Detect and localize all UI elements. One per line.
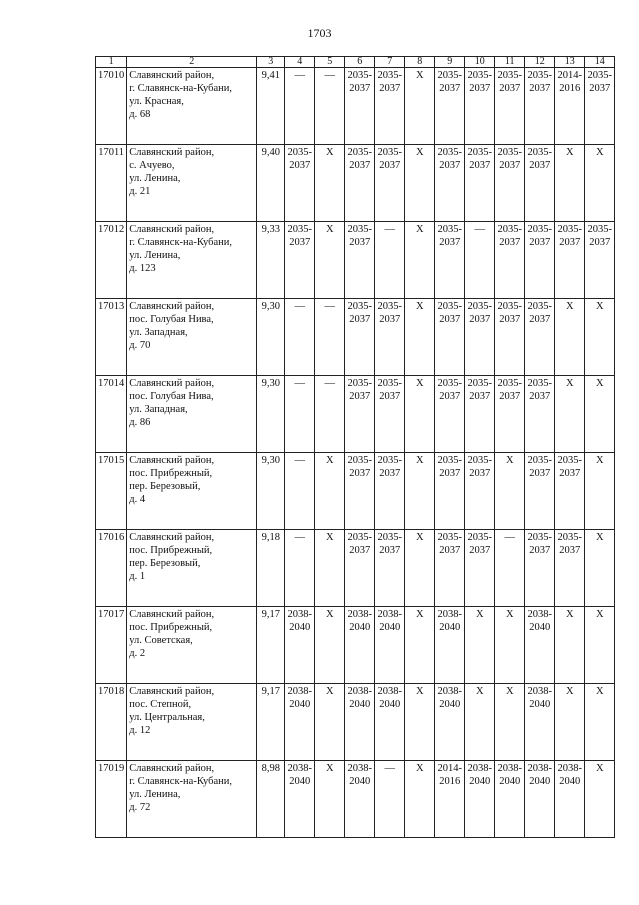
- period-cell: X: [495, 684, 525, 761]
- column-header: 3: [257, 57, 285, 68]
- period-cell: 2035- 2037: [525, 68, 555, 145]
- address-line: ул. Ленина,: [129, 173, 181, 184]
- period-cell: 2038- 2040: [525, 761, 555, 838]
- period-cell: 2035- 2037: [345, 68, 375, 145]
- period-cell: —: [285, 530, 315, 607]
- value-cell: 9,33: [257, 222, 285, 299]
- value-cell: 9,18: [257, 530, 285, 607]
- address-line: г. Славянск-на-Кубани,: [129, 237, 233, 248]
- period-cell: —: [315, 68, 345, 145]
- period-cell: 2035- 2037: [285, 145, 315, 222]
- period-cell: 2038- 2040: [525, 607, 555, 684]
- address-line: Славянский район,: [129, 532, 215, 543]
- value-cell: 9,30: [257, 453, 285, 530]
- address-line: пос. Голубая Нива,: [129, 314, 214, 325]
- period-cell: X: [585, 376, 615, 453]
- period-cell: 2035- 2037: [375, 530, 405, 607]
- period-cell: 2035- 2037: [525, 145, 555, 222]
- address-line: пос. Голубая Нива,: [129, 391, 214, 402]
- period-cell: X: [315, 684, 345, 761]
- period-cell: X: [555, 607, 585, 684]
- period-cell: 2035- 2037: [345, 222, 375, 299]
- period-cell: X: [405, 530, 435, 607]
- period-cell: X: [585, 684, 615, 761]
- column-header: 10: [465, 57, 495, 68]
- address-line: пер. Березовый,: [129, 481, 201, 492]
- period-cell: 2035- 2037: [495, 222, 525, 299]
- period-cell: X: [405, 376, 435, 453]
- row-id: 17014: [96, 376, 127, 453]
- period-cell: 2035- 2037: [465, 530, 495, 607]
- period-cell: 2035- 2037: [345, 530, 375, 607]
- period-cell: X: [555, 376, 585, 453]
- column-header: 12: [525, 57, 555, 68]
- row-id: 17010: [96, 68, 127, 145]
- address-line: Славянский район,: [129, 609, 215, 620]
- period-cell: —: [315, 376, 345, 453]
- period-cell: 2035- 2037: [375, 145, 405, 222]
- period-cell: 2035- 2037: [555, 530, 585, 607]
- period-cell: 2035- 2037: [375, 299, 405, 376]
- period-cell: 2035- 2037: [555, 453, 585, 530]
- period-cell: 2014- 2016: [555, 68, 585, 145]
- address-line: Славянский район,: [129, 70, 215, 81]
- period-cell: 2035- 2037: [465, 145, 495, 222]
- period-cell: 2035- 2037: [465, 68, 495, 145]
- table-row: [96, 68, 615, 145]
- period-cell: X: [495, 607, 525, 684]
- period-cell: X: [405, 684, 435, 761]
- period-cell: 2035- 2037: [435, 453, 465, 530]
- period-cell: X: [465, 607, 495, 684]
- address-cell: [127, 376, 257, 453]
- row-id: 17013: [96, 299, 127, 376]
- period-cell: X: [585, 607, 615, 684]
- period-cell: 2035- 2037: [345, 145, 375, 222]
- period-cell: 2035- 2037: [435, 145, 465, 222]
- address-line: пос. Прибрежный,: [129, 545, 213, 556]
- column-header: 11: [495, 57, 525, 68]
- period-cell: 2035- 2037: [435, 68, 465, 145]
- period-cell: 2035- 2037: [525, 222, 555, 299]
- period-cell: 2038- 2040: [375, 607, 405, 684]
- period-cell: 2035- 2037: [495, 376, 525, 453]
- period-cell: X: [585, 145, 615, 222]
- header-row: [96, 57, 615, 68]
- table-row: [96, 145, 615, 222]
- table-row: [96, 607, 615, 684]
- period-cell: —: [495, 530, 525, 607]
- address-line: д. 123: [129, 263, 156, 274]
- address-line: Славянский район,: [129, 301, 215, 312]
- table-body: [96, 57, 615, 838]
- table-row: [96, 684, 615, 761]
- period-cell: X: [315, 761, 345, 838]
- column-header: 9: [435, 57, 465, 68]
- value-cell: 9,17: [257, 607, 285, 684]
- period-cell: X: [315, 607, 345, 684]
- period-cell: 2035- 2037: [375, 68, 405, 145]
- row-id: 17011: [96, 145, 127, 222]
- address-line: ул. Красная,: [129, 96, 184, 107]
- period-cell: X: [585, 530, 615, 607]
- table-row: [96, 761, 615, 838]
- address-line: ул. Западная,: [129, 327, 188, 338]
- period-cell: 2014- 2016: [435, 761, 465, 838]
- period-cell: X: [405, 222, 435, 299]
- row-id: 17016: [96, 530, 127, 607]
- period-cell: X: [405, 761, 435, 838]
- period-cell: X: [555, 299, 585, 376]
- address-line: ул. Ленина,: [129, 789, 181, 800]
- period-cell: 2035- 2037: [585, 222, 615, 299]
- period-cell: 2035- 2037: [435, 222, 465, 299]
- address-line: Славянский район,: [129, 224, 215, 235]
- period-cell: X: [315, 530, 345, 607]
- period-cell: X: [405, 607, 435, 684]
- table-row: [96, 376, 615, 453]
- column-header: 5: [315, 57, 345, 68]
- address-line: д. 4: [129, 494, 146, 505]
- address-line: Славянский район,: [129, 686, 215, 697]
- address-line: ул. Западная,: [129, 404, 188, 415]
- period-cell: 2035- 2037: [285, 222, 315, 299]
- column-header: 13: [555, 57, 585, 68]
- period-cell: —: [375, 761, 405, 838]
- period-cell: 2038- 2040: [435, 684, 465, 761]
- table-row: [96, 222, 615, 299]
- period-cell: —: [285, 453, 315, 530]
- address-line: Славянский район,: [129, 455, 215, 466]
- period-cell: X: [555, 684, 585, 761]
- period-cell: 2035- 2037: [465, 376, 495, 453]
- period-cell: —: [465, 222, 495, 299]
- period-cell: 2035- 2037: [555, 222, 585, 299]
- period-cell: X: [315, 453, 345, 530]
- period-cell: 2035- 2037: [345, 453, 375, 530]
- period-cell: 2035- 2037: [345, 376, 375, 453]
- period-cell: X: [315, 145, 345, 222]
- period-cell: 2035- 2037: [495, 145, 525, 222]
- row-id: 17015: [96, 453, 127, 530]
- period-cell: 2038- 2040: [495, 761, 525, 838]
- value-cell: 9,41: [257, 68, 285, 145]
- address-line: д. 72: [129, 802, 151, 813]
- period-cell: 2038- 2040: [285, 684, 315, 761]
- period-cell: X: [495, 453, 525, 530]
- period-cell: —: [285, 68, 315, 145]
- address-cell: [127, 453, 257, 530]
- period-cell: 2035- 2037: [585, 68, 615, 145]
- table-row: [96, 530, 615, 607]
- period-cell: 2035- 2037: [345, 299, 375, 376]
- address-line: пос. Степной,: [129, 699, 192, 710]
- period-cell: 2038- 2040: [345, 684, 375, 761]
- value-cell: 8,98: [257, 761, 285, 838]
- period-cell: X: [405, 68, 435, 145]
- table-row: [96, 453, 615, 530]
- period-cell: —: [375, 222, 405, 299]
- period-cell: X: [405, 453, 435, 530]
- period-cell: —: [285, 299, 315, 376]
- value-cell: 9,17: [257, 684, 285, 761]
- column-header: 6: [345, 57, 375, 68]
- period-cell: 2038- 2040: [285, 761, 315, 838]
- period-cell: 2035- 2037: [525, 299, 555, 376]
- data-table: [95, 56, 615, 838]
- period-cell: 2038- 2040: [435, 607, 465, 684]
- column-header: 14: [585, 57, 615, 68]
- period-cell: X: [555, 145, 585, 222]
- period-cell: —: [285, 376, 315, 453]
- value-cell: 9,30: [257, 376, 285, 453]
- address-line: г. Славянск-на-Кубани,: [129, 776, 233, 787]
- address-cell: [127, 222, 257, 299]
- period-cell: 2035- 2037: [435, 530, 465, 607]
- address-line: Славянский район,: [129, 763, 215, 774]
- address-line: Славянский район,: [129, 378, 215, 389]
- address-cell: [127, 607, 257, 684]
- period-cell: X: [585, 761, 615, 838]
- page-number: 1703: [307, 26, 332, 40]
- address-line: ул. Советская,: [129, 635, 193, 646]
- address-cell: [127, 684, 257, 761]
- address-line: д. 86: [129, 417, 151, 428]
- period-cell: 2035- 2037: [495, 68, 525, 145]
- column-header: 2: [127, 57, 257, 68]
- column-header: 8: [405, 57, 435, 68]
- table-row: [96, 299, 615, 376]
- period-cell: 2035- 2037: [465, 299, 495, 376]
- address-line: пос. Прибрежный,: [129, 468, 213, 479]
- address-cell: [127, 761, 257, 838]
- period-cell: 2035- 2037: [435, 376, 465, 453]
- address-cell: [127, 68, 257, 145]
- period-cell: X: [585, 453, 615, 530]
- address-line: с. Ачуево,: [129, 160, 175, 171]
- period-cell: 2035- 2037: [495, 299, 525, 376]
- address-cell: [127, 145, 257, 222]
- address-line: пос. Прибрежный,: [129, 622, 213, 633]
- period-cell: 2038- 2040: [345, 607, 375, 684]
- address-line: г. Славянск-на-Кубани,: [129, 83, 233, 94]
- address-line: Славянский район,: [129, 147, 215, 158]
- column-header: 4: [285, 57, 315, 68]
- row-id: 17012: [96, 222, 127, 299]
- column-header: 1: [96, 57, 127, 68]
- period-cell: 2035- 2037: [525, 376, 555, 453]
- row-id: 17018: [96, 684, 127, 761]
- period-cell: 2035- 2037: [435, 299, 465, 376]
- address-line: д. 2: [129, 648, 146, 659]
- address-line: д. 70: [129, 340, 151, 351]
- period-cell: 2035- 2037: [525, 453, 555, 530]
- period-cell: 2038- 2040: [465, 761, 495, 838]
- period-cell: X: [585, 299, 615, 376]
- period-cell: X: [405, 299, 435, 376]
- period-cell: 2038- 2040: [345, 761, 375, 838]
- row-id: 17017: [96, 607, 127, 684]
- address-line: д. 1: [129, 571, 146, 582]
- period-cell: 2038- 2040: [525, 684, 555, 761]
- period-cell: X: [405, 145, 435, 222]
- value-cell: 9,30: [257, 299, 285, 376]
- period-cell: 2035- 2037: [465, 453, 495, 530]
- address-line: д. 68: [129, 109, 151, 120]
- period-cell: 2038- 2040: [285, 607, 315, 684]
- address-cell: [127, 530, 257, 607]
- address-cell: [127, 299, 257, 376]
- column-header: 7: [375, 57, 405, 68]
- address-line: д. 21: [129, 186, 151, 197]
- period-cell: 2035- 2037: [525, 530, 555, 607]
- address-line: ул. Центральная,: [129, 712, 205, 723]
- value-cell: 9,40: [257, 145, 285, 222]
- period-cell: —: [315, 299, 345, 376]
- period-cell: X: [315, 222, 345, 299]
- address-line: д. 12: [129, 725, 151, 736]
- address-line: пер. Березовый,: [129, 558, 201, 569]
- period-cell: 2035- 2037: [375, 376, 405, 453]
- period-cell: 2038- 2040: [375, 684, 405, 761]
- row-id: 17019: [96, 761, 127, 838]
- address-line: ул. Ленина,: [129, 250, 181, 261]
- period-cell: 2035- 2037: [375, 453, 405, 530]
- period-cell: X: [465, 684, 495, 761]
- period-cell: 2038- 2040: [555, 761, 585, 838]
